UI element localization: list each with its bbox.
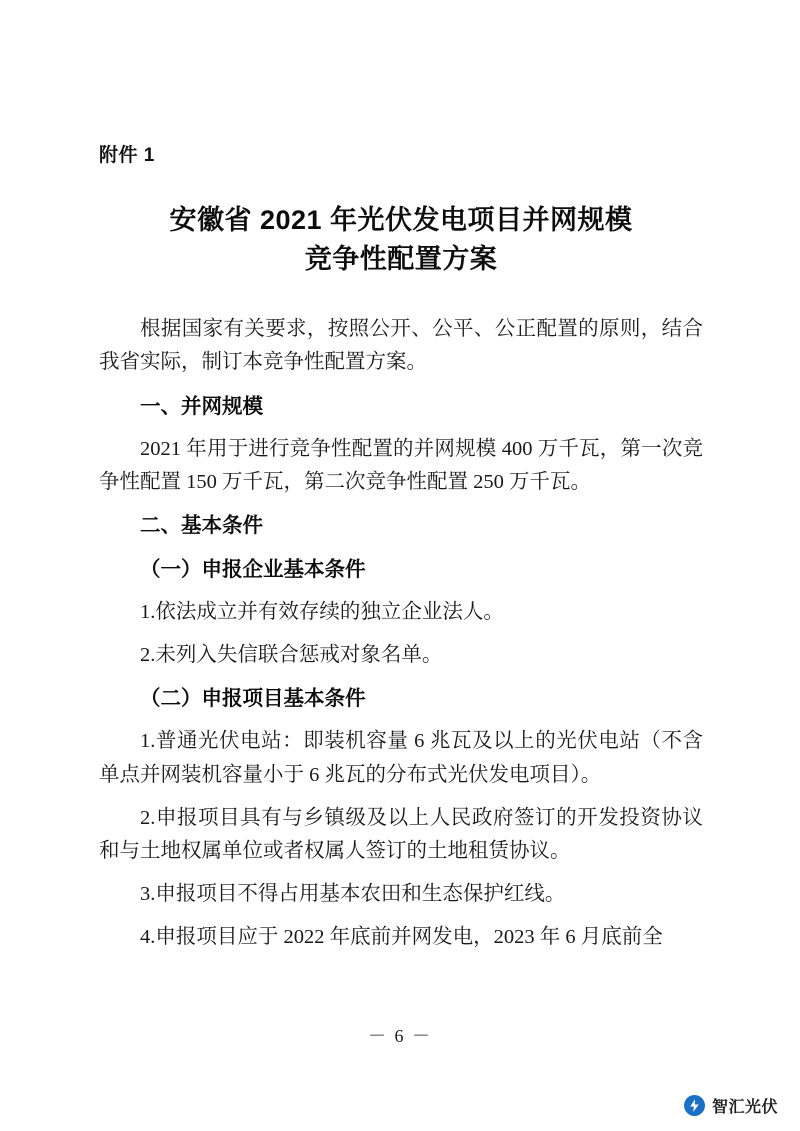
body-paragraph: 2.未列入失信联合惩戒对象名单。 xyxy=(140,643,443,666)
attachment-label: 附件 1 xyxy=(99,145,155,166)
page-number: － 6 － xyxy=(368,1026,432,1046)
body-paragraph: 4.申报项目应于 2022 年底前并网发电，2023 年 6 月底前全 xyxy=(140,926,663,949)
body-paragraph: 2021 年用于进行竞争性配置的并网规模 400 万千瓦，第一次竞争性配置 150 万千瓦，第二次竞争性配置 250 万千瓦。 xyxy=(99,437,703,494)
section-heading: 二、基本条件 xyxy=(140,514,263,538)
body-paragraph: 1.普通光伏电站：即装机容量 6 兆瓦及以上的光伏电站（不含单点并网装机容量小于 6 兆瓦的分布式光伏发电项目）。 xyxy=(99,730,703,786)
body-paragraph: 2.申报项目具有与乡镇级及以上人民政府签订的开发投资协议和与土地权属单位或者权属人签订的土地租赁协议。 xyxy=(99,806,703,862)
subsection-heading: （一）申报企业基本条件 xyxy=(140,557,366,581)
page-title xyxy=(99,201,703,279)
lightning-circle-icon xyxy=(684,1095,705,1116)
body-paragraph: 1.依法成立并有效存续的独立企业法人。 xyxy=(140,600,504,623)
body-paragraph: 3.申报项目不得占用基本农田和生态保护红线。 xyxy=(140,883,566,906)
page-title-line-1: 安徽省 2021 年光伏发电项目并网规模 xyxy=(169,205,633,235)
document-body xyxy=(99,140,703,965)
body-paragraph: 根据国家有关要求，按照公开、公平、公正配置的原则，结合我省实际，制订本竞争性配置方案。 xyxy=(99,318,703,374)
page-title-line-2: 竞争性配置方案 xyxy=(304,244,498,275)
section-heading: 一、并网规模 xyxy=(140,394,263,418)
watermark xyxy=(684,1094,778,1117)
watermark-label: 智汇光伏 xyxy=(711,1099,778,1116)
subsection-heading: （二）申报项目基本条件 xyxy=(140,687,366,711)
